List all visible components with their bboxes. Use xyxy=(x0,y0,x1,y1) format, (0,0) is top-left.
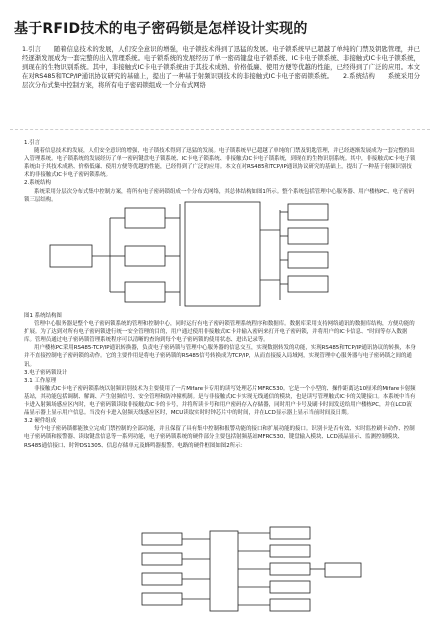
paragraph-pc: 用户楼栋PC采用RS485-TCP/IP通讯转换器，负责电子密码锁与管理中心服务器的信息交互，实现数据转发的功能，实现RS485和TCP/IP通讯协议的转换，本身并不直接控制电子密码锁的动作。它的主要作用是将电子密码锁的RS485信号转换成为TCP/IP，从而直接接入局域网，实现管理中心服务器与电子密码锁之间的通讯。 xyxy=(24,345,416,368)
lock-group-box xyxy=(185,202,260,306)
heading-hardware: 3.2 硬件组成 xyxy=(24,418,57,425)
server-box xyxy=(50,245,92,267)
lock-box-2 xyxy=(288,228,328,244)
pc-box-3 xyxy=(125,282,165,302)
lock-box-3 xyxy=(288,252,328,268)
module-box-far-right xyxy=(325,563,361,577)
module-box-left-1 xyxy=(142,533,182,545)
abstract xyxy=(22,45,420,90)
mcu-box xyxy=(210,531,238,611)
heading-structure: 2.系统结构 xyxy=(24,180,51,187)
module-box-right-5 xyxy=(270,599,310,611)
heading-principle: 3.1 工作原理 xyxy=(24,377,57,384)
article-title: 基于RFID技术的电子密码锁是怎样设计实现的 xyxy=(14,21,308,37)
module-box-right-1 xyxy=(270,527,310,539)
pc-box-1 xyxy=(125,208,165,228)
pc-box-2 xyxy=(125,246,165,266)
module-box-right-3 xyxy=(270,563,310,575)
module-box-left-3 xyxy=(142,573,182,585)
heading-lock-design: 3.电子密码锁设计 xyxy=(24,369,68,376)
body-section-2 xyxy=(24,312,416,450)
paragraph-server: 管理中心服务器是整个电子密码锁系统的管理和控制中心，同时运行有电子密码锁管理系统程序和数据库。数据库采用支持网络通讯的数据库结构，方便功能的扩展。为了达到对所有电子密码锁进行统一安全管理的目的，用户通过使用非接触式IC卡并输入密码来打开电子密码锁，并将用户的IC卡信息、“时间等存入数据库。管理员通过电子密码锁管理系统程序可以清晰的查询到每个电子密码锁的使用状态、进出记录等。 xyxy=(24,321,415,344)
module-box-right-2 xyxy=(270,545,310,557)
heading-intro: 1.引言 xyxy=(24,140,41,146)
module-box-right-4 xyxy=(270,581,310,593)
paragraph-intro: 随着信息技术的发展，人们安全意识的增强，电子锁技术得到了迅猛的发展。电子锁系统早已超越了单纯的门禁及钥匙管理，并已经逐渐发展成为一套完整的出入管理系统。电子锁系统的发展经历了单一密码键盘电子锁系统、IC卡电子锁系统、非接触式IC卡电子锁系统，到现在的生物识别系统。其中，非接触式IC卡电子锁系统由于其技术成熟、价格低廉、使用方便等优越的性能，已经得到了广泛的应用。本文在对RS485和TCP/IP通讯协议研究的基础上，提出了一种基于射频识别技术的非接触式IC卡电子密码锁系统。 xyxy=(24,148,416,179)
paragraph-principle: 非接触式IC卡电子密码锁系统以射频识别技术为主要使用了一片Mifare卡专用的读写处理芯片MFRC530。它是一个小型的、操作距离达10厘米的Mifare卡射频基站，其功能包括调制、解调、产生射频信号、安全管理和防冲撞机制。是与非接触式IC卡实现无线通信的模块，也是读写管理触式IC卡的关键接口。本系统中当有卡进入射频场感应区内时，电子密码锁读取非接触式IC卡的卡号，并将所读卡号和用户密码存入存储器，同时用户卡号及刷卡时间发送给用户楼栋PC，并在LCD液晶显示器上显示用户信息。当没有卡进入射频天线感应区时，MCU读取实时时钟芯片中的时间，并在LCD显示器上显示当前时间及日期。 xyxy=(24,385,416,417)
divider xyxy=(10,129,430,130)
body-section-1 xyxy=(24,139,416,204)
paragraph-structure: 系统采用分层次分布式集中控制方案，将所有电子密码锁组成一个分布式网络，其总体结构如图1所示。整个系统包括管理中心服务器、用户楼栋PC、电子密码锁三层结构。 xyxy=(24,188,415,203)
figure1-diagram xyxy=(40,200,400,310)
figure1-caption: 图1 系统结构图 xyxy=(24,313,62,319)
abstract-paragraph: 1.引言 随着信息技术的发展，人们安全意识的增强，电子锁技术得到了迅猛的发展。电子锁系统早已超越了单纯的门禁及钥匙管理，并已经逐渐发展成为一套完整的出入管理系统。电子锁系统的发展经历了单一密码键盘电子锁系统、IC卡电子锁系统、非接触式IC卡电子锁系统，到现在的生物识别系统。其中，非接触式IC卡电子锁系统由于其技术成熟、价格低廉、使用方便等优越的性能，已经得到了广泛的应用。本文在对RS485和TCP/IP通讯协议研究的基础上，提出了一种基于射频识别技术的非接触式IC卡电子密码锁系统。 2.系统结构 系统采用分层次分布式集中控制方案，将所有电子密码锁组成一个分布式网络 xyxy=(22,46,420,89)
lock-box-1 xyxy=(288,204,328,220)
module-box-left-2 xyxy=(142,553,182,565)
paragraph-hardware: 每个电子密码锁都能独立完成门禁控制的全部功能，并且保留了具有集中控制和报警功能的接口和扩展功能的接口。识别卡是否有效、实时监控刷卡动作、控制电子密码锁和报警器、读取键盘信息等一系列功能，电子密码锁系统的硬件部分主要包括射频基站MFRC530、键盘输入模块、LCD液晶显示、监测控制模块、RS485通信接口、时钟DS1305、信息存储单元及蜂鸣器报警。电路的硬件框图如图2所示： xyxy=(24,426,415,449)
figure2-diagram xyxy=(130,525,380,617)
module-box-left-4 xyxy=(142,593,182,605)
lock-box-4 xyxy=(288,276,328,292)
